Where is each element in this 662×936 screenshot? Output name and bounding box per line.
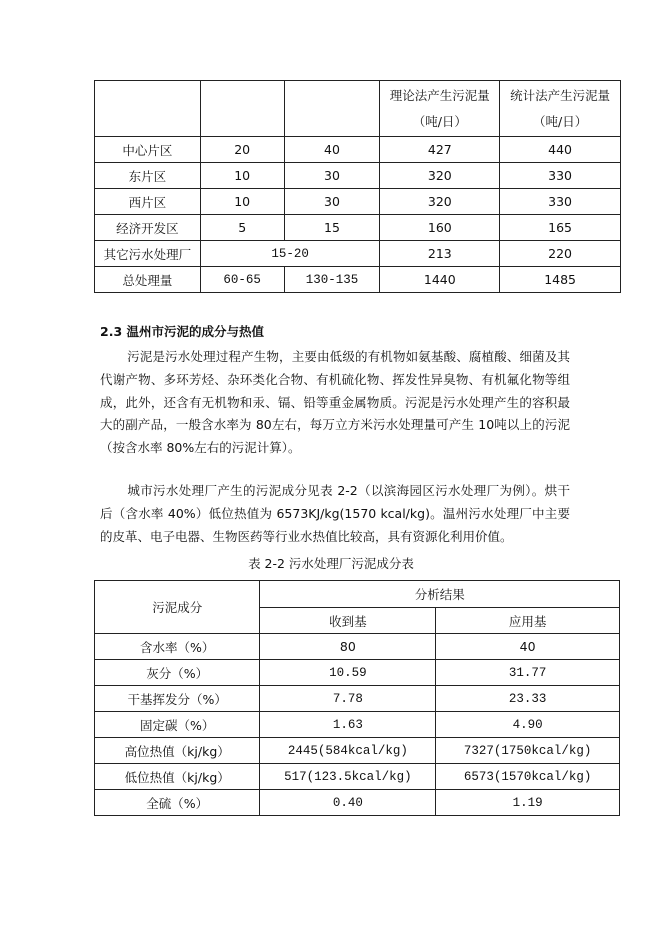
table-cell: 80 [260, 634, 436, 660]
table-cell: 10.59 [260, 660, 436, 686]
table-row [95, 764, 620, 790]
table-row [95, 634, 620, 660]
table-row [95, 163, 621, 189]
table-cell: 7.78 [260, 686, 436, 712]
table-row [95, 189, 621, 215]
sludge-composition-table [94, 580, 620, 816]
table-cell: 西片区 [95, 189, 201, 215]
table-cell: 4.90 [436, 712, 620, 738]
paragraph-text: 污泥是污水处理过程产生物，主要由低级的有机物如氨基酸、腐植酸、细菌及其代谢产物、多环芳烃、杂环类化合物、有机硫化物、挥发性异臭物、有机氟化物等组成，此外，还含有无机物和汞、镉、铅等重金属物质。污泥是污水处理产生的容积最大的副产品，一般含水率为 80左右，每万立方米污水处理量可产生 10吨以上的污泥（按含水率 80%左右的污泥计算）。 [100, 349, 570, 456]
paragraph-text: 城市污水处理厂产生的污泥成分见表 2-2（以滨海园区污水处理厂为例）。烘干后（含水率 40%）低位热值为 6573KJ/kg(1570 kcal/kg)。温州污水处理厂中主要的皮革、电子电器、生物医药等行业水热值比较高，具有资源化利用价值。 [100, 483, 570, 544]
table-header-row [95, 581, 620, 608]
table-cell: 517(123.5kcal/kg) [260, 764, 436, 790]
table-cell: 10 [200, 163, 284, 189]
table-cell: 东片区 [95, 163, 201, 189]
table-cell: 440 [500, 137, 621, 163]
table-cell: 干基挥发分（%） [95, 686, 260, 712]
table-cell: 其它污水处理厂 [95, 241, 201, 267]
header-cell-theoretical: 理论法产生污泥量 （吨/日） [380, 81, 500, 137]
table-cell: 低位热值（kj/kg） [95, 764, 260, 790]
header-cell [95, 81, 201, 137]
table-row-total [95, 267, 621, 293]
header-cell-analysis: 分析结果 [260, 581, 620, 608]
table-cell: 高位热值（kj/kg） [95, 738, 260, 764]
paragraph-sludge-composition [100, 346, 570, 460]
table-cell: 30 [284, 189, 380, 215]
table-cell: 330 [500, 189, 621, 215]
table-cell: 5 [200, 215, 284, 241]
table-cell: 40 [436, 634, 620, 660]
table-cell: 60-65 [200, 267, 284, 293]
table-cell: 320 [380, 189, 500, 215]
table-cell: 15 [284, 215, 380, 241]
table-cell: 经济开发区 [95, 215, 201, 241]
table-cell: 7327(1750kcal/kg) [436, 738, 620, 764]
table-caption: 表 2-2 污水处理厂污泥成分表 [248, 556, 414, 571]
table-cell: 含水率（%） [95, 634, 260, 660]
table-cell: 全硫（%） [95, 790, 260, 816]
header-cell-as-applied: 应用基 [436, 608, 620, 634]
sludge-production-table [94, 80, 621, 293]
header-cell-statistical: 统计法产生污泥量 （吨/日） [500, 81, 621, 137]
table-cell-merged: 15-20 [200, 241, 380, 267]
table-cell: 30 [284, 163, 380, 189]
table-cell: 1.19 [436, 790, 620, 816]
table-cell: 灰分（%） [95, 660, 260, 686]
header-cell-component: 污泥成分 [95, 581, 260, 634]
table-cell: 427 [380, 137, 500, 163]
table-row [95, 137, 621, 163]
table-cell: 1440 [380, 267, 500, 293]
table-cell: 165 [500, 215, 621, 241]
table-cell: 160 [380, 215, 500, 241]
table-cell: 320 [380, 163, 500, 189]
table-cell: 20 [200, 137, 284, 163]
table-row [95, 686, 620, 712]
table-cell: 10 [200, 189, 284, 215]
table-row [95, 738, 620, 764]
table-cell: 40 [284, 137, 380, 163]
table-cell: 213 [380, 241, 500, 267]
table-cell: 1485 [500, 267, 621, 293]
header-cell [200, 81, 284, 137]
table-row [95, 241, 621, 267]
section-heading: 2.3 温州市污泥的成分与热值 [100, 324, 264, 339]
table-row [95, 215, 621, 241]
paragraph-heat-value [100, 480, 570, 548]
table-cell: 固定碳（%） [95, 712, 260, 738]
table-cell: 1.63 [260, 712, 436, 738]
table-cell: 330 [500, 163, 621, 189]
table-cell: 130-135 [284, 267, 380, 293]
header-cell [284, 81, 380, 137]
table-row [95, 790, 620, 816]
table-row [95, 660, 620, 686]
table-cell: 2445(584kcal/kg) [260, 738, 436, 764]
table-header-row [95, 81, 621, 137]
table-cell: 31.77 [436, 660, 620, 686]
table-cell: 中心片区 [95, 137, 201, 163]
table-cell: 220 [500, 241, 621, 267]
table-cell: 0.40 [260, 790, 436, 816]
table-cell: 23.33 [436, 686, 620, 712]
table-cell: 6573(1570kcal/kg) [436, 764, 620, 790]
header-cell-as-received: 收到基 [260, 608, 436, 634]
table-row [95, 712, 620, 738]
table-cell: 总处理量 [95, 267, 201, 293]
